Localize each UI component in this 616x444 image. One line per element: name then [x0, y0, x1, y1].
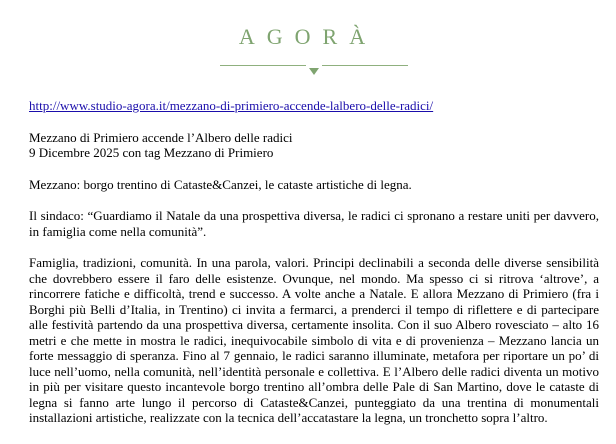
- site-header: [0, 0, 616, 84]
- article-quote: Il sindaco: “Guardiamo il Natale da una prospettiva diversa, le radici ci spronano a restare uniti per davvero, in famiglia come nella comunità”.: [29, 208, 599, 239]
- logo-rule-right: [322, 65, 408, 66]
- agora-logo[interactable]: AGORÀ: [238, 24, 378, 49]
- article-subtitle: Mezzano: borgo trentino di Cataste&Canzei, le cataste artistiche di legna.: [29, 176, 412, 192]
- logo-triangle-icon: [309, 68, 319, 75]
- article-body: Famiglia, tradizioni, comunità. In una parola, valori. Principi declinabili a seconda delle diverse sensibilità che dovrebbero essere il faro delle esistenze. Ovunque, nel mondo. Ma spesso ci si ritrova ‘altrove’, a rincorrere fatiche e difficoltà, trend e successo. A volte anche a Natale. E allora Mezzano di Primiero (fra i Borghi più Belli d’Italia, in Trentino) ci invita a fermarci, a prenderci il tempo di riflettere e di partecipare alle festività partendo da una prospettiva diversa, certamente insolita. Con il suo Albero rovesciato – alto 16 metri e che mette in mostra le radici, inequivocabile simbolo di vita e di provenienza – Mezzano lancia un forte messaggio di speranza. Fino al 7 gennaio, le radici saranno illuminate, metafora per riportare un po’ di luce nell’uomo, nella comunità, nell’identità personale e collettiva. E l’Albero delle radici diventa un motivo in più per visitare questo incantevole borgo trentino all’ombra delle Pale di San Martino, dove le cataste di legna si fanno arte lungo il percorso di Cataste&Canzei, punteggiato da una trentina di monumentali installazioni artistiche, realizzate con la tecnica dell’accatastare la legna, un tronchetto sopra l’altro.: [29, 255, 599, 425]
- article-url-link[interactable]: http://www.studio-agora.it/mezzano-di-primiero-accende-lalbero-delle-radici/: [29, 98, 434, 113]
- article: [29, 98, 599, 426]
- article-meta: 9 Dicembre 2025 con tag Mezzano di Primiero: [29, 145, 274, 160]
- article-title: Mezzano di Primiero accende l’Albero delle radici: [29, 129, 293, 145]
- logo-rule-left: [220, 65, 306, 66]
